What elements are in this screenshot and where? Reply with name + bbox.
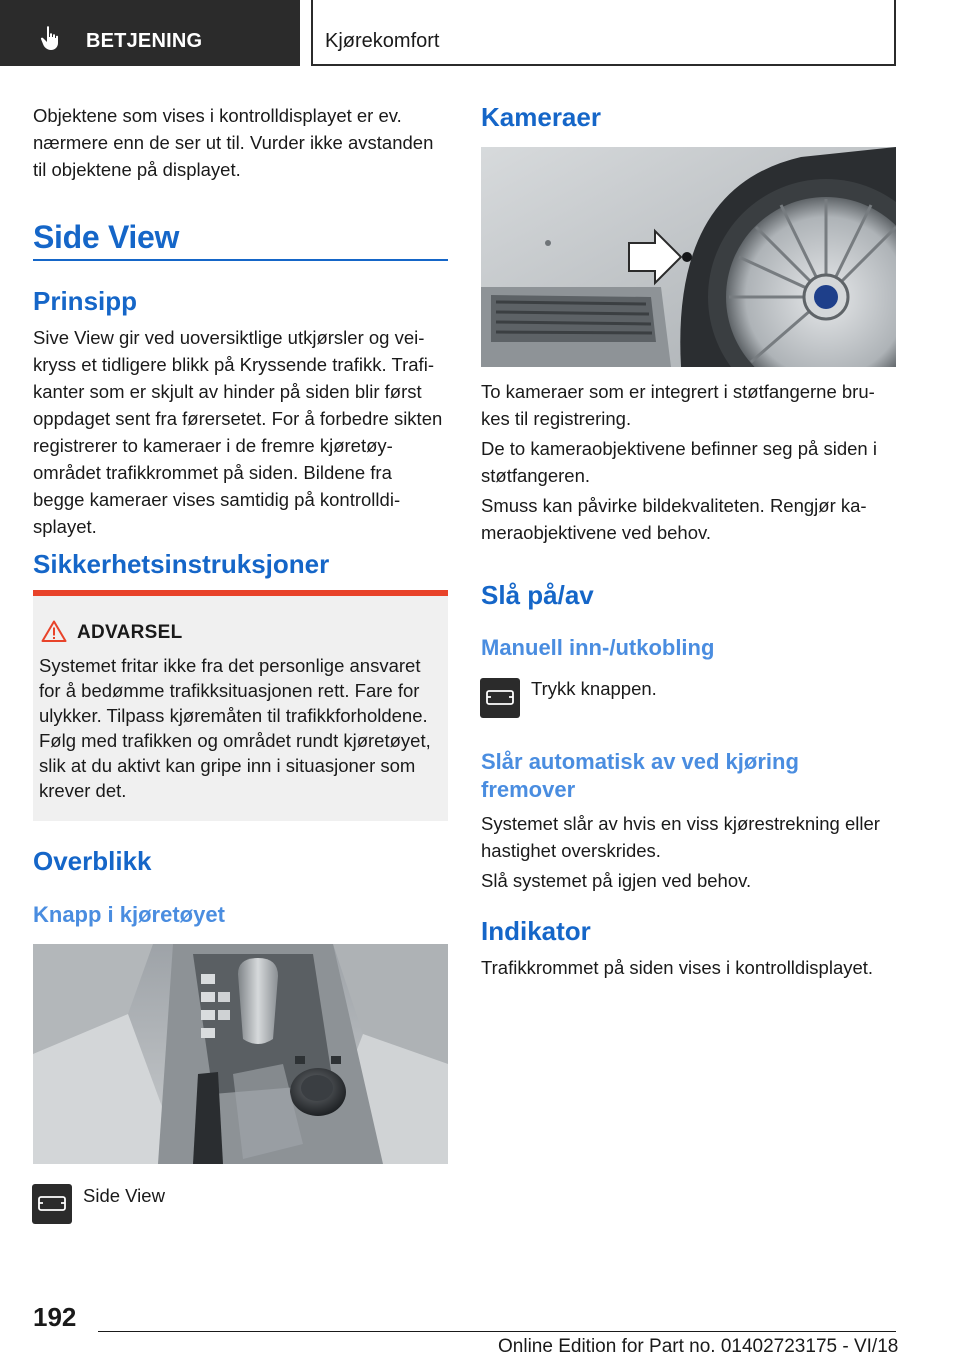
side-view-button-icon	[32, 1184, 72, 1224]
overview-heading: Overblikk	[33, 846, 152, 876]
auto-off-heading: Slår automatisk av ved kjøring fremover	[481, 749, 799, 802]
cameras-paragraph-3: Smuss kan påvirke bildekvaliteten. Rengjør kameraobjektivene ved behov.	[481, 495, 867, 543]
section-title: Kjørekomfort	[325, 30, 440, 52]
side-view-camera-icon-2	[486, 689, 514, 707]
indicator-heading: Indikator	[481, 916, 591, 946]
chapter-tab	[0, 0, 300, 66]
interior-console-photo	[33, 944, 448, 1164]
warning-box	[33, 590, 448, 821]
manual-heading: Manuell inn-/utkobling	[481, 635, 715, 660]
button-heading: Knapp i kjøretøyet	[33, 902, 225, 927]
cameras-heading: Kameraer	[481, 102, 601, 132]
heading-rule	[33, 259, 448, 261]
auto-off-paragraph-2: Slå systemet på igjen ved behov.	[481, 870, 752, 891]
auto-off-paragraph-1: Systemet slår av hvis en viss kjørestrekning eller hastighet overskrides.	[481, 813, 880, 861]
footer-rule	[98, 1331, 896, 1332]
manual-text: Trykk knappen.	[531, 678, 657, 699]
indicator-text: Trafikkrommet på siden vises i kontrolldisplayet.	[481, 957, 874, 978]
warning-title: ADVARSEL	[77, 622, 183, 643]
warning-triangle-icon	[41, 620, 67, 642]
bumper-camera-photo	[481, 147, 896, 367]
edition-text: Online Edition for Part no. 01402723175 - VI/18	[498, 1336, 899, 1357]
warning-text: Systemet fritar ikke fra det personlige ansvaret for å bedømme trafikksituasjonen rett. Fare for ulykker. Tilpass kjøremåten til trafikkforholdene. Følg med trafikken og området rundt kjøretøyet, slik at du aktivt kan gripe inn i situasjoner som krever det.	[39, 655, 431, 801]
principle-paragraph: Sive View gir ved uoversiktlige utkjørsler og veikryss et tidligere blikk på Kryssende trafikk. Trafikanter som er skjult av hinder på siden blir først oppdaget sent fra førersetet. For å forbedre sikten registrerer to kameraer i de fremre kjøretøyområdet trafikkrommet på siden. Bildene fra begge kameraer vises samtidig på kontrolldisplayet.	[33, 327, 443, 537]
manual-button-icon	[480, 678, 520, 718]
onoff-heading: Slå på/av	[481, 580, 594, 610]
intro-paragraph: Objektene som vises i kontrolldisplayet er ev. nærmere enn de ser ut til. Vurder ikke avstanden til objektene på displayet.	[33, 105, 434, 180]
cameras-paragraph-1: To kameraer som er integrert i støtfangerne brukes til registrering.	[481, 381, 875, 429]
section-header	[311, 0, 896, 66]
cameras-paragraph-2: De to kameraobjektivene befinner seg på siden i støtfangeren.	[481, 438, 877, 486]
side-view-camera-icon	[38, 1195, 66, 1213]
safety-heading: Sikkerhetsinstruksjoner	[33, 549, 330, 579]
main-heading: Side View	[33, 219, 180, 255]
button-caption: Side View	[83, 1185, 165, 1206]
chapter-label: BETJENING	[86, 30, 203, 52]
hand-pointer-icon	[38, 25, 64, 51]
principle-heading: Prinsipp	[33, 286, 138, 316]
page-number: 192	[33, 1302, 77, 1332]
